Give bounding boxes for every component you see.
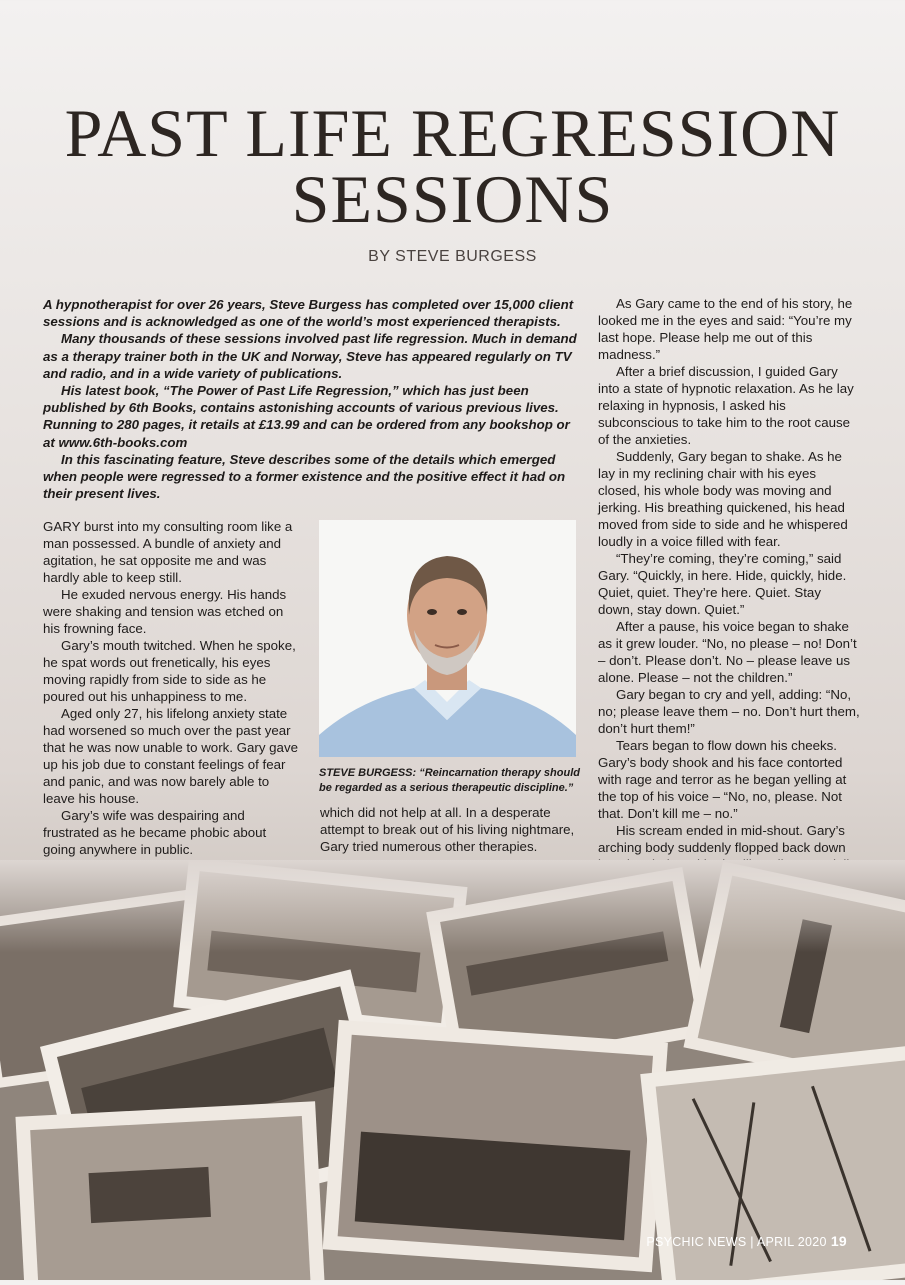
- intro-paragraph: His latest book, “The Power of Past Life Regression,” which has just been published by 6th Books, contains astonishing accounts of various previous lives. Running to 280 pages, it retails at £13.99 and can be ordered from any bookshop or at www.6th-books.com: [43, 383, 570, 450]
- body-paragraph: GARY burst into my consulting room like a man possessed. A bundle of anxiety and agitation, he sat opposite me and was hardly able to keep still.: [43, 519, 293, 585]
- vintage-photo-collage: [0, 860, 905, 1280]
- body-paragraph: After a brief discussion, I guided Gary into a state of hypnotic relaxation. As he lay relaxing in hypnosis, I asked his subconscious to take him to the root cause of the anxieties.: [598, 364, 854, 447]
- intro-standfirst: [43, 296, 578, 502]
- intro-paragraph: A hypnotherapist for over 26 years, Steve Burgess has completed over 15,000 client sessions and is acknowledged as one of the world’s most experienced therapists.: [43, 297, 574, 330]
- author-photo: [319, 520, 576, 757]
- body-paragraph: Gary’s mouth twitched. When he spoke, he spat words out frenetically, his eyes moving rapidly from side to side as he poured out his unhappiness to me.: [43, 638, 296, 704]
- byline: BY STEVE BURGESS: [368, 248, 537, 265]
- body-paragraph: Aged only 27, his lifelong anxiety state had worsened so much over the past year that he was now unable to work. Gary gave up his job due to constant feelings of fear and panic, and was now barely able to leave his house.: [43, 706, 298, 806]
- body-paragraph: Tears began to flow down his cheeks. Gary’s body shook and his face contorted with rage and terror as he began yelling at the top of his voice – “No, no, please. Not that. Don’t kill me – no.”: [598, 738, 847, 821]
- body-paragraph: As Gary came to the end of his story, he looked me in the eyes and said: “You’re my last hope. Please help me out of this madness.”: [598, 296, 853, 362]
- collage-illustration: [0, 860, 905, 1280]
- article-title: PAST LIFE REGRESSION SESSIONS: [64, 95, 841, 237]
- body-paragraph: His scream ended in mid-shout. Gary’s arching body suddenly flopped back down: [598, 823, 846, 855]
- body-column-1: [43, 518, 298, 875]
- body-paragraph: Suddenly, Gary began to shake. As he lay in my reclining chair with his eyes closed, his whole body was moving and jerking. His breathing quickened, his head moved from side to side and he whispered loudly in a voice filled with fear.: [598, 449, 848, 549]
- author-portrait-illustration: [319, 520, 576, 757]
- intro-paragraph: In this fascinating feature, Steve describes some of the details which emerged when people were regressed to a former existence and the positive effect it had on their present lives.: [43, 451, 566, 502]
- body-paragraph: which did not help at all. In a desperate attempt to break out of his living nightmare, Gary tried numerous other therapies.: [320, 805, 575, 854]
- body-paragraph: “They’re coming, they’re coming,” said Gary. “Quickly, in here. Hide, quickly, hide. Quiet, quiet. They’re here. Quiet. Stay down, stay down. Quiet.”: [598, 551, 847, 617]
- body-column-2: [320, 804, 575, 855]
- body-paragraph: He exuded nervous energy. His hands were shaking and tension was etched on his frowning face.: [43, 587, 287, 636]
- photo-caption: STEVE BURGESS: “Reincarnation therapy should be regarded as a serious therapeutic discipline.”: [319, 767, 580, 794]
- intro-paragraph: Many thousands of these sessions involved past life regression. Much in demand as a therapy trainer both in the UK and Norway, Steve has appeared regularly on TV and radio, and in a wide variety of publications.: [43, 331, 577, 381]
- footer-publication: PSYCHIC NEWS | APRIL 2020: [646, 1235, 827, 1249]
- body-paragraph: Gary’s wife was despairing and frustrated as he became phobic about going anywhere in public.: [43, 808, 267, 857]
- page-number: 19: [830, 1233, 847, 1249]
- body-column-3: [598, 295, 860, 873]
- page-footer: [646, 1233, 847, 1249]
- body-paragraph: After a pause, his voice began to shake as it grew louder. “No, no please – no! Don’t – don’t. Please don’t. No – please leave us alone. Please – not the children.”: [598, 619, 857, 685]
- body-paragraph: Gary began to cry and yell, adding: “No, no; please leave them – no. Don’t hurt them, don’t hurt them!”: [598, 687, 860, 736]
